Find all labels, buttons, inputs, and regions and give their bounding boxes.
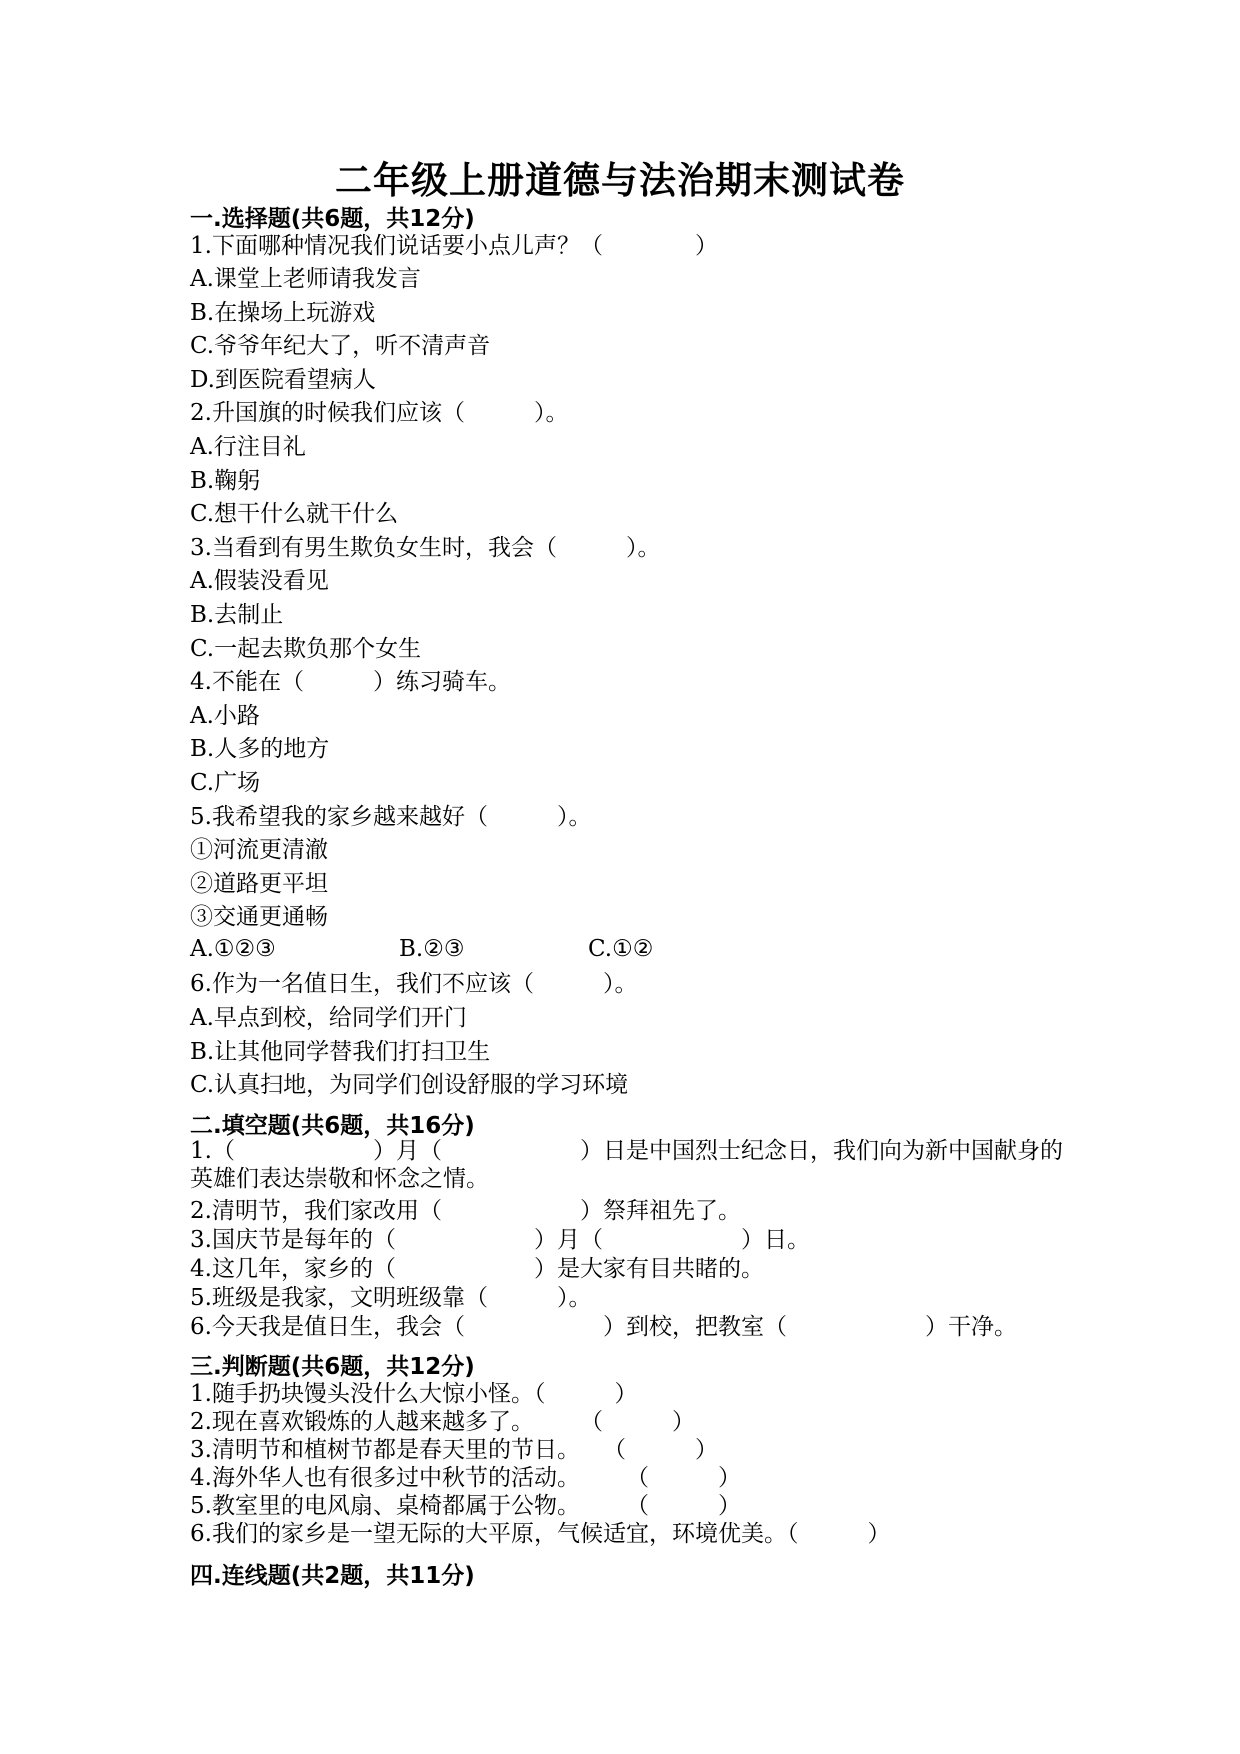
option-item: A.假装没看见: [190, 568, 329, 594]
section-heading-fill-blank: 二.填空题(共6题，共16分): [190, 1113, 475, 1139]
option-item: D.到医院看望病人: [190, 367, 376, 393]
section-heading-true-false: 三.判断题(共6题，共12分): [190, 1354, 475, 1380]
option-item: A.早点到校，给同学们开门: [190, 1005, 467, 1031]
option-item: B.鞠躬: [190, 468, 261, 494]
option-item: A.课堂上老师请我发言: [190, 266, 421, 292]
question-stem: 5.我希望我的家乡越来越好（ ）。: [190, 804, 592, 830]
question-stem: 2.升国旗的时候我们应该（ ）。: [190, 400, 569, 426]
option-item: C.爷爷年纪大了，听不清声音: [190, 333, 491, 359]
option-item: C.广场: [190, 770, 261, 796]
numbered-item: ②道路更平坦: [190, 871, 328, 897]
fill-blank-item: 4.这几年，家乡的（ ）是大家有目共睹的。: [190, 1256, 764, 1282]
fill-blank-item: 3.国庆节是每年的（ ）月（ ）日。: [190, 1227, 810, 1253]
numbered-item: ①河流更清澈: [190, 837, 328, 863]
question-stem: 6.作为一名值日生，我们不应该（ ）。: [190, 971, 638, 997]
numbered-item: ③交通更通畅: [190, 904, 328, 930]
option-item: C.一起去欺负那个女生: [190, 636, 422, 662]
option-item: B.②③: [399, 936, 465, 962]
question-stem: 4.不能在（ ）练习骑车。: [190, 669, 511, 695]
option-item: B.在操场上玩游戏: [190, 300, 376, 326]
section-heading-matching: 四.连线题(共2题，共11分): [190, 1563, 475, 1589]
fill-blank-item: 1.（ ）月（ ）日是中国烈士纪念日，我们向为新中国献身的英雄们表达崇敬和怀念之情。: [190, 1138, 1063, 1192]
question-stem: 3.当看到有男生欺负女生时，我会（ ）。: [190, 535, 661, 561]
option-item: A.行注目礼: [190, 434, 306, 460]
option-item: B.让其他同学替我们打扫卫生: [190, 1039, 491, 1065]
option-item: B.去制止: [190, 602, 284, 628]
option-item: A.小路: [190, 703, 260, 729]
true-false-item: 4.海外华人也有很多过中秋节的活动。 （ ）: [190, 1465, 741, 1491]
true-false-item: 1.随手扔块馒头没什么大惊小怪。（ ）: [190, 1381, 638, 1407]
true-false-item: 3.清明节和植树节都是春天里的节日。 （ ）: [190, 1437, 718, 1463]
option-item: C.认真扫地，为同学们创设舒服的学习环境: [190, 1072, 629, 1098]
section-heading-choice: 一.选择题(共6题，共12分): [190, 206, 475, 232]
fill-blank-item: 5.班级是我家，文明班级靠（ ）。: [190, 1285, 592, 1311]
option-item: C.①②: [588, 936, 654, 962]
fill-blank-item: 6.今天我是值日生，我会（ ）到校，把教室（ ）干净。: [190, 1314, 1017, 1340]
fill-blank-item: 2.清明节，我们家改用（ ）祭拜祖先了。: [190, 1198, 741, 1224]
question-stem: 1.下面哪种情况我们说话要小点儿声？（ ）: [190, 233, 718, 259]
true-false-item: 6.我们的家乡是一望无际的大平原，气候适宜，环境优美。（ ）: [190, 1521, 891, 1547]
option-item: C.想干什么就干什么: [190, 501, 399, 527]
true-false-item: 2.现在喜欢锻炼的人越来越多了。 （ ）: [190, 1409, 695, 1435]
page-title: 二年级上册道德与法治期末测试卷: [335, 159, 905, 202]
option-item: A.①②③: [190, 936, 276, 962]
option-item: B.人多的地方: [190, 736, 330, 762]
true-false-item: 5.教室里的电风扇、桌椅都属于公物。 （ ）: [190, 1493, 741, 1519]
